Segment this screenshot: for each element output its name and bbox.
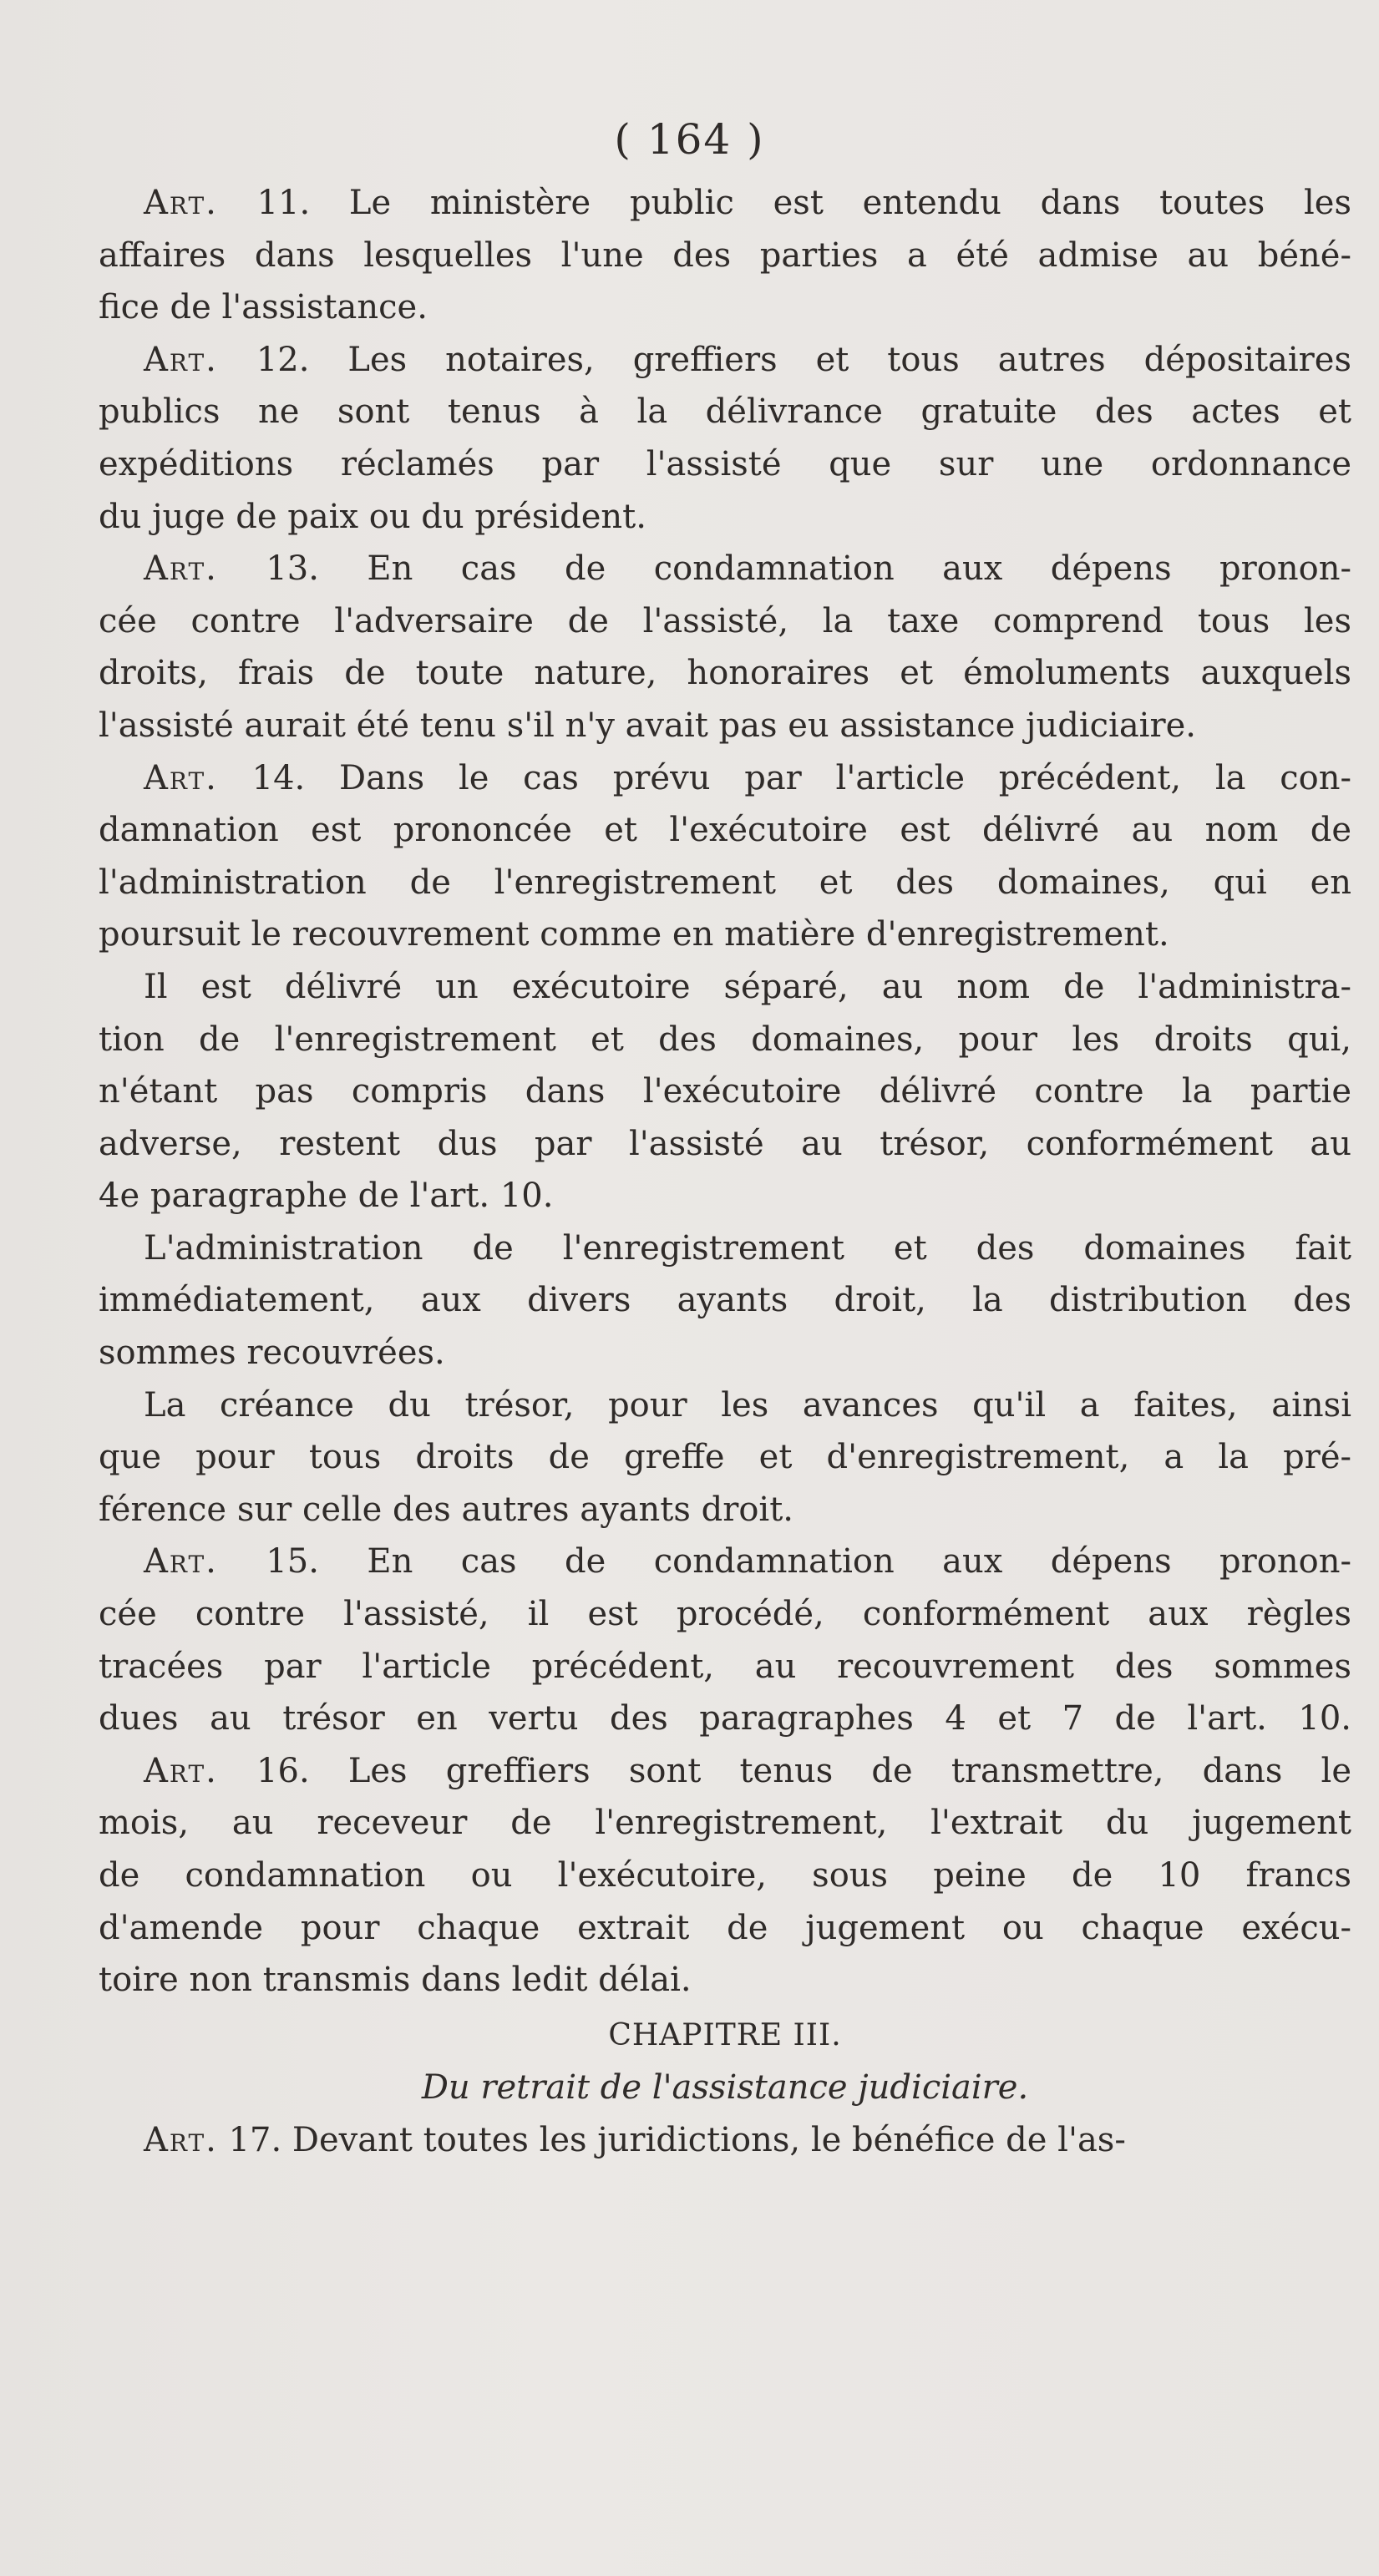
text-line: poursuit le recouvrement comme en matière d'enregistrement.	[99, 915, 1169, 954]
text-line: fice de l'assistance.	[99, 288, 428, 327]
final-line: Art. 17. Devant toutes les juridictions, le bénéfice de l'as-	[144, 2120, 1126, 2159]
text-line: Art. 15. En cas de condamnation aux dépens pronon-	[144, 1542, 1351, 1582]
text-line: n'étant pas compris dans l'exécutoire délivré contre la partie	[99, 1072, 1351, 1111]
chapter-title: CHAPITRE III.	[608, 2017, 842, 2052]
text-line: du juge de paix ou du président.	[99, 497, 646, 536]
paragraph-lines	[99, 177, 1351, 2007]
article-label: Art.	[144, 1542, 218, 1582]
text-line: cée contre l'adversaire de l'assisté, la taxe comprend tous les	[99, 601, 1351, 640]
text-line: damnation est prononcée et l'exécutoire est délivré au nom de	[99, 811, 1351, 850]
text-line: sommes recouvrées.	[99, 1334, 445, 1373]
text-line: Art. 14. Dans le cas prévu par l'article précédent, la con-	[144, 758, 1351, 797]
text-line: toire non transmis dans ledit délai.	[99, 1961, 692, 2000]
text-line: Il est délivré un exécutoire séparé, au nom de l'administra-	[144, 967, 1351, 1006]
text-line: 4e paragraphe de l'art. 10.	[99, 1177, 554, 1216]
text-line: l'administration de l'enregistrement et des domaines, qui en	[99, 863, 1351, 902]
text-line: cée contre l'assisté, il est procédé, conformément aux règles	[99, 1595, 1351, 1634]
text-line: Art. 12. Les notaires, greffiers et tous autres dépositaires	[144, 340, 1351, 379]
text-line: Art. 11. Le ministère public est entendu dans toutes les	[144, 184, 1351, 222]
article-label: Art.	[144, 1751, 218, 1790]
chapter-subtitle: Du retrait de l'assistance judiciaire.	[421, 2068, 1029, 2108]
text-line: d'amende pour chaque extrait de jugement ou chaque exécu-	[99, 1908, 1351, 1947]
text-line: La créance du trésor, pour les avances qu'il a faites, ainsi	[144, 1385, 1351, 1425]
text-line: l'assisté aurait été tenu s'il n'y avait pas eu assistance judiciaire.	[99, 706, 1196, 745]
text-line: que pour tous droits de greffe et d'enregistrement, a la pré-	[99, 1438, 1351, 1477]
text-line: L'administration de l'enregistrement et des domaines fait	[144, 1228, 1351, 1268]
text-line: dues au trésor en vertu des paragraphes 4 et 7 de l'art. 10.	[99, 1699, 1351, 1738]
page-number: ( 164 )	[614, 115, 765, 164]
article-label: Art.	[144, 549, 218, 589]
text-line: immédiatement, aux divers ayants droit, la distribution des	[99, 1281, 1351, 1320]
article-label: Art.	[144, 758, 218, 797]
text-line: affaires dans lesquelles l'une des parties a été admise au béné-	[99, 235, 1351, 275]
text-line: tracées par l'article précédent, au recouvrement des sommes	[99, 1647, 1351, 1686]
article-label: Art.	[144, 2120, 218, 2159]
body-text	[99, 177, 1351, 2167]
text-line: tion de l'enregistrement et des domaines, pour les droits qui,	[99, 1020, 1351, 1059]
text-line: droits, frais de toute nature, honoraires et émoluments auxquels	[99, 654, 1351, 693]
text-line: de condamnation ou l'exécutoire, sous peine de 10 francs	[99, 1856, 1351, 1895]
text-line: expéditions réclamés par l'assisté que sur une ordonnance	[99, 444, 1351, 483]
text-line: publics ne sont tenus à la délivrance gratuite des actes et	[99, 392, 1351, 432]
text-line: Art. 13. En cas de condamnation aux dépens pronon-	[144, 549, 1351, 589]
text-line: férence sur celle des autres ayants droit.	[99, 1490, 793, 1529]
text-line: Art. 16. Les greffiers sont tenus de transmettre, dans le	[144, 1751, 1351, 1790]
article-label: Art.	[144, 340, 218, 379]
article-label: Art.	[144, 184, 218, 222]
text-line: mois, au receveur de l'enregistrement, l'extrait du jugement	[99, 1804, 1351, 1843]
text-line: adverse, restent dus par l'assisté au trésor, conformément au	[99, 1124, 1351, 1163]
